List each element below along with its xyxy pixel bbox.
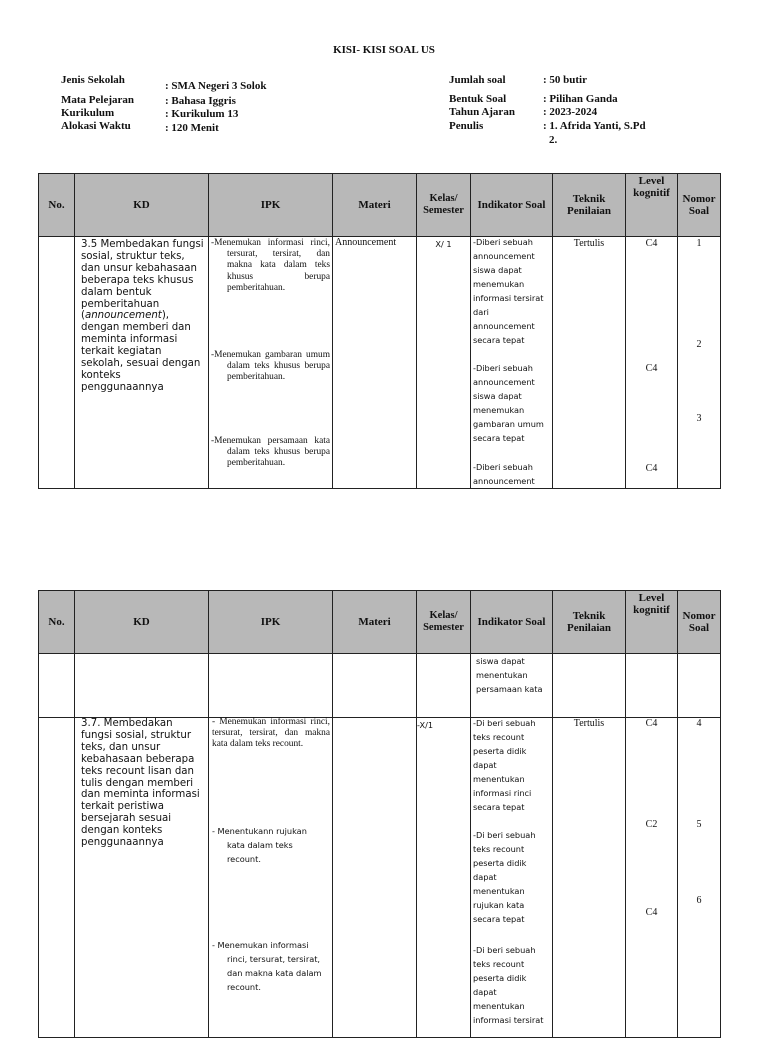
- kd-text: 3.5 Membedakan fungsi sosial, struktur teks, dan unsur kebahasaan beberapa teks khusus dalam bentuk pemberitahuan (announcement), dengan memberi dan meminta informasi terkait kegiatan sekolah, sesuai dengan konteks penggunaannya: [81, 239, 204, 393]
- level-value: C4: [645, 238, 658, 249]
- cell-materi: [333, 718, 417, 1038]
- cell-kelas: [417, 718, 471, 1038]
- cell-nomor: [678, 718, 721, 1038]
- cell-nomor: [678, 654, 721, 718]
- cell-indikator: [471, 718, 553, 1038]
- cell-kd: [75, 718, 209, 1038]
- indikator-item: -Di beri sebuah teks recount peserta didik dapat menentukan rujukan kata secara tepat: [473, 830, 536, 924]
- header-teknik-penilaian: Teknik Penilaian: [553, 174, 626, 237]
- ipk-item: -Menemukan informasi rinci, tersurat, tersirat, dan makna kata dalam teks khusus berupa pemberitahuan.: [211, 238, 330, 293]
- info-label-penulis: Penulis: [449, 120, 484, 132]
- cell-no: [39, 237, 75, 489]
- ipk-item: - Menemukan informasi rinci, tersurat, tersirat, dan makna kata dalam recount.: [212, 940, 322, 992]
- info-value-kurikulum: : Kurikulum 13: [165, 108, 239, 120]
- cell-indikator: [471, 654, 553, 718]
- cell-ipk: [209, 654, 333, 718]
- document-title: KISI- KISI SOAL US: [333, 44, 435, 56]
- info-label-kurikulum: Kurikulum: [61, 107, 115, 119]
- indikator-item: -Di beri sebuah teks recount peserta didik dapat menentukan informasi rinci secara tepat: [473, 718, 536, 812]
- cell-no: [39, 718, 75, 1038]
- indikator-item: siswa dapat menentukan persamaan kata: [476, 656, 543, 694]
- header-kelas-semester: Kelas/ Semester: [417, 591, 471, 654]
- table-row: [39, 237, 721, 489]
- ipk-item: -Menemukan gambaran umum dalam teks khusus berupa pemberitahuan.: [211, 350, 330, 383]
- cell-materi: [333, 654, 417, 718]
- cell-kelas: [417, 654, 471, 718]
- header-nomor-soal: Nomor Soal: [678, 591, 721, 654]
- header-kelas-semester: Kelas/ Semester: [417, 174, 471, 237]
- header-indikator-soal: Indikator Soal: [471, 591, 553, 654]
- header-kd: KD: [75, 591, 209, 654]
- nomor-value: 1: [696, 238, 702, 249]
- nomor-value: 2: [696, 339, 702, 350]
- info-value-jumlah-soal: : 50 butir: [543, 74, 587, 86]
- header-kd: KD: [75, 174, 209, 237]
- table-header-row: [39, 591, 721, 654]
- info-value-jenis-sekolah: : SMA Negeri 3 Solok: [165, 80, 267, 92]
- kisi-table-2: [38, 590, 721, 1038]
- teknik-text: Tertulis: [573, 238, 605, 249]
- info-label-jenis-sekolah: Jenis Sekolah: [61, 74, 125, 86]
- cell-kd: [75, 654, 209, 718]
- nomor-value: 3: [696, 413, 702, 424]
- materi-text: Announcement: [335, 237, 397, 248]
- level-value: C4: [645, 463, 658, 474]
- info-label-alokasi-waktu: Alokasi Waktu: [61, 120, 131, 132]
- info-value-mata-pelajaran: : Bahasa Iggris: [165, 95, 236, 107]
- info-value-penulis: : 1. Afrida Yanti, S.Pd: [543, 120, 646, 132]
- info-label-tahun-ajaran: Tahun Ajaran: [449, 106, 515, 118]
- indikator-item: -Di beri sebuah teks recount peserta didik dapat menentukan informasi tersirat: [473, 945, 544, 1025]
- cell-indikator: [471, 237, 553, 489]
- cell-level: [626, 654, 678, 718]
- cell-no: [39, 654, 75, 718]
- cell-kelas: [417, 237, 471, 489]
- ipk-item: -Menemukan persamaan kata dalam teks khusus berupa pemberitahuan.: [211, 436, 330, 469]
- kelas-text: -X/1: [417, 720, 434, 730]
- level-value: C4: [645, 718, 658, 729]
- header-no: No.: [39, 591, 75, 654]
- info-label-bentuk-soal: Bentuk Soal: [449, 93, 507, 105]
- header-level-kognitif: Level kognitif: [626, 591, 678, 654]
- ipk-item: - Menentukann rujukan kata dalam teks recount.: [212, 826, 307, 864]
- cell-teknik: [553, 654, 626, 718]
- level-value: C2: [645, 819, 658, 830]
- cell-kd: [75, 237, 209, 489]
- indikator-item: -Diberi sebuah announcement: [473, 462, 535, 486]
- cell-ipk: [209, 237, 333, 489]
- info-value-bentuk-soal: : Pilihan Ganda: [543, 93, 618, 105]
- cell-level: [626, 237, 678, 489]
- level-value: C4: [645, 907, 658, 918]
- info-value-tahun-ajaran: : 2023-2024: [543, 106, 598, 118]
- header-teknik-penilaian: Teknik Penilaian: [553, 591, 626, 654]
- indikator-item: -Diberi sebuah announcement siswa dapat menemukan gambaran umum secara tepat: [473, 363, 544, 443]
- cell-ipk: [209, 718, 333, 1038]
- table-header-row: [39, 174, 721, 237]
- info-label-mata-pelajaran: Mata Pelejaran: [61, 94, 134, 106]
- level-value: C4: [645, 363, 658, 374]
- header-no: No.: [39, 174, 75, 237]
- cell-teknik: [553, 718, 626, 1038]
- header-nomor-soal: Nomor Soal: [678, 174, 721, 237]
- info-label-jumlah-soal: Jumlah soal: [449, 74, 506, 86]
- header-ipk: IPK: [209, 591, 333, 654]
- kisi-table-1: [38, 173, 721, 489]
- header-level-kognitif: Level kognitif: [626, 174, 678, 237]
- header-materi: Materi: [333, 174, 417, 237]
- kd-text: 3.7. Membedakan fungsi sosial, struktur teks, dan unsur kebahasaan beberapa teks recount lisan dan tulis dengan memberi dan meminta informasi terkait peristiwa bersejarah sesuai dengan konteks penggunaannya: [81, 718, 200, 849]
- nomor-value: 4: [696, 718, 702, 729]
- table-row-continuation: [39, 654, 721, 718]
- cell-nomor: [678, 237, 721, 489]
- table-row: [39, 718, 721, 1038]
- teknik-text: Tertulis: [573, 718, 605, 729]
- info-value-alokasi-waktu: : 120 Menit: [165, 122, 219, 134]
- header-materi: Materi: [333, 591, 417, 654]
- kelas-text: X/ 1: [435, 239, 452, 249]
- nomor-value: 5: [696, 819, 702, 830]
- ipk-item: - Menemukan informasi rinci, tersurat, tersirat, dan makna kata dalam teks recount.: [212, 717, 330, 750]
- info-value-penulis-2: 2.: [549, 134, 558, 146]
- header-indikator-soal: Indikator Soal: [471, 174, 553, 237]
- indikator-item: -Diberi sebuah announcement siswa dapat menemukan informasi tersirat dari announcement secara tepat: [473, 237, 544, 345]
- cell-materi: [333, 237, 417, 489]
- cell-teknik: [553, 237, 626, 489]
- header-ipk: IPK: [209, 174, 333, 237]
- nomor-value: 6: [696, 895, 702, 906]
- cell-level: [626, 718, 678, 1038]
